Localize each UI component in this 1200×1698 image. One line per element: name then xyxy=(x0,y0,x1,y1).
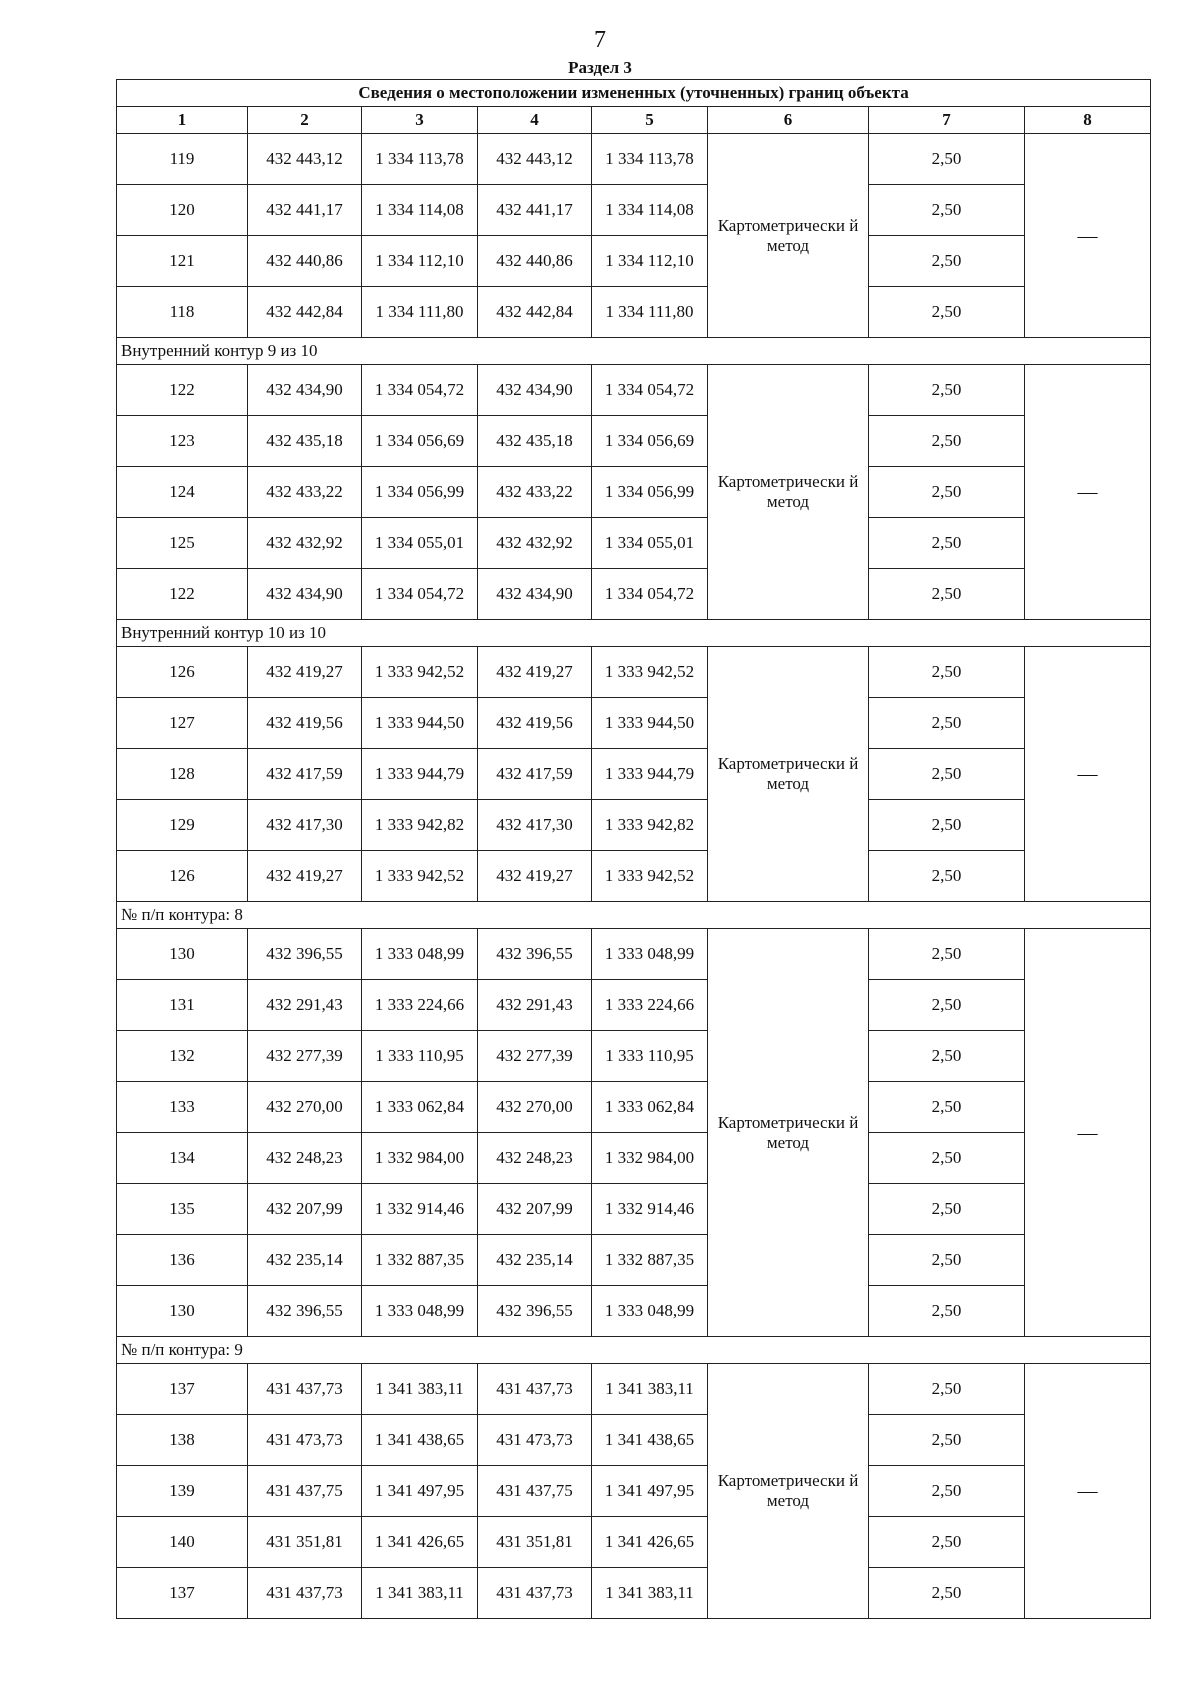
accuracy-cell: 2,50 xyxy=(869,980,1025,1031)
y-existing-cell: 1 334 112,10 xyxy=(362,236,478,287)
y-refined-cell: 1 341 438,65 xyxy=(592,1415,708,1466)
accuracy-cell: 2,50 xyxy=(869,1082,1025,1133)
x-existing-cell: 432 442,84 xyxy=(248,287,362,338)
table-row xyxy=(117,1031,1151,1082)
y-existing-cell: 1 333 110,95 xyxy=(362,1031,478,1082)
x-existing-cell: 431 437,75 xyxy=(248,1466,362,1517)
table-row xyxy=(117,287,1151,338)
y-existing-cell: 1 334 056,69 xyxy=(362,416,478,467)
contour-group-header xyxy=(117,1337,1151,1364)
y-refined-cell: 1 333 062,84 xyxy=(592,1082,708,1133)
y-refined-cell: 1 341 383,11 xyxy=(592,1568,708,1619)
column-8-cell: — xyxy=(1025,365,1151,620)
x-existing-cell: 432 434,90 xyxy=(248,569,362,620)
method-cell: Картометрически й метод xyxy=(708,134,869,338)
accuracy-cell: 2,50 xyxy=(869,416,1025,467)
point-number-cell: 137 xyxy=(117,1568,248,1619)
x-refined-cell: 431 473,73 xyxy=(478,1415,592,1466)
point-number-cell: 127 xyxy=(117,698,248,749)
accuracy-cell: 2,50 xyxy=(869,749,1025,800)
y-existing-cell: 1 334 055,01 xyxy=(362,518,478,569)
y-existing-cell: 1 341 438,65 xyxy=(362,1415,478,1466)
x-existing-cell: 431 437,73 xyxy=(248,1364,362,1415)
x-refined-cell: 432 433,22 xyxy=(478,467,592,518)
table-row xyxy=(117,1415,1151,1466)
point-number-cell: 129 xyxy=(117,800,248,851)
column-number: 3 xyxy=(362,107,478,134)
table-row xyxy=(117,134,1151,185)
y-refined-cell: 1 334 056,99 xyxy=(592,467,708,518)
accuracy-cell: 2,50 xyxy=(869,365,1025,416)
y-existing-cell: 1 333 944,79 xyxy=(362,749,478,800)
accuracy-cell: 2,50 xyxy=(869,467,1025,518)
table-row xyxy=(117,416,1151,467)
y-refined-cell: 1 334 113,78 xyxy=(592,134,708,185)
accuracy-cell: 2,50 xyxy=(869,236,1025,287)
x-existing-cell: 432 235,14 xyxy=(248,1235,362,1286)
x-existing-cell: 432 443,12 xyxy=(248,134,362,185)
table-row xyxy=(117,800,1151,851)
column-8-cell: — xyxy=(1025,1364,1151,1619)
table-row xyxy=(117,1466,1151,1517)
y-existing-cell: 1 334 054,72 xyxy=(362,569,478,620)
y-refined-cell: 1 333 048,99 xyxy=(592,929,708,980)
x-existing-cell: 432 417,30 xyxy=(248,800,362,851)
table-row xyxy=(117,518,1151,569)
y-existing-cell: 1 332 914,46 xyxy=(362,1184,478,1235)
x-refined-cell: 432 235,14 xyxy=(478,1235,592,1286)
y-existing-cell: 1 333 942,52 xyxy=(362,647,478,698)
y-existing-cell: 1 333 048,99 xyxy=(362,929,478,980)
point-number-cell: 139 xyxy=(117,1466,248,1517)
x-refined-cell: 432 417,59 xyxy=(478,749,592,800)
x-existing-cell: 431 437,73 xyxy=(248,1568,362,1619)
y-existing-cell: 1 333 224,66 xyxy=(362,980,478,1031)
column-number: 4 xyxy=(478,107,592,134)
accuracy-cell: 2,50 xyxy=(869,1235,1025,1286)
accuracy-cell: 2,50 xyxy=(869,1031,1025,1082)
y-refined-cell: 1 341 426,65 xyxy=(592,1517,708,1568)
y-existing-cell: 1 334 056,99 xyxy=(362,467,478,518)
table-row xyxy=(117,749,1151,800)
x-existing-cell: 432 419,27 xyxy=(248,851,362,902)
contour-group-header xyxy=(117,902,1151,929)
x-existing-cell: 432 440,86 xyxy=(248,236,362,287)
table-row xyxy=(117,185,1151,236)
x-refined-cell: 431 437,73 xyxy=(478,1568,592,1619)
y-refined-cell: 1 333 110,95 xyxy=(592,1031,708,1082)
point-number-cell: 122 xyxy=(117,365,248,416)
method-cell: Картометрически й метод xyxy=(708,1364,869,1619)
y-existing-cell: 1 332 887,35 xyxy=(362,1235,478,1286)
y-refined-cell: 1 333 942,52 xyxy=(592,851,708,902)
table-row xyxy=(117,1133,1151,1184)
point-number-cell: 125 xyxy=(117,518,248,569)
table-row xyxy=(117,929,1151,980)
y-refined-cell: 1 333 048,99 xyxy=(592,1286,708,1337)
accuracy-cell: 2,50 xyxy=(869,1364,1025,1415)
accuracy-cell: 2,50 xyxy=(869,185,1025,236)
accuracy-cell: 2,50 xyxy=(869,569,1025,620)
table-row xyxy=(117,1235,1151,1286)
y-existing-cell: 1 333 942,82 xyxy=(362,800,478,851)
column-number: 7 xyxy=(869,107,1025,134)
x-existing-cell: 432 417,59 xyxy=(248,749,362,800)
accuracy-cell: 2,50 xyxy=(869,518,1025,569)
method-cell: Картометрически й метод xyxy=(708,365,869,620)
point-number-cell: 134 xyxy=(117,1133,248,1184)
accuracy-cell: 2,50 xyxy=(869,647,1025,698)
contour-label: Внутренний контур 9 из 10 xyxy=(117,338,1151,365)
y-refined-cell: 1 334 055,01 xyxy=(592,518,708,569)
x-refined-cell: 432 270,00 xyxy=(478,1082,592,1133)
x-refined-cell: 432 442,84 xyxy=(478,287,592,338)
x-refined-cell: 432 440,86 xyxy=(478,236,592,287)
method-cell: Картометрически й метод xyxy=(708,647,869,902)
contour-label: Внутренний контур 10 из 10 xyxy=(117,620,1151,647)
x-refined-cell: 431 351,81 xyxy=(478,1517,592,1568)
table-row xyxy=(117,698,1151,749)
contour-group-header xyxy=(117,338,1151,365)
y-existing-cell: 1 333 944,50 xyxy=(362,698,478,749)
y-existing-cell: 1 334 114,08 xyxy=(362,185,478,236)
point-number-cell: 122 xyxy=(117,569,248,620)
x-refined-cell: 432 419,27 xyxy=(478,851,592,902)
x-refined-cell: 432 277,39 xyxy=(478,1031,592,1082)
point-number-cell: 120 xyxy=(117,185,248,236)
x-existing-cell: 432 434,90 xyxy=(248,365,362,416)
point-number-cell: 136 xyxy=(117,1235,248,1286)
x-existing-cell: 432 432,92 xyxy=(248,518,362,569)
column-number: 2 xyxy=(248,107,362,134)
column-8-cell: — xyxy=(1025,134,1151,338)
y-refined-cell: 1 334 056,69 xyxy=(592,416,708,467)
y-refined-cell: 1 333 942,82 xyxy=(592,800,708,851)
table-caption: Сведения о местоположении измененных (уточненных) границ объекта xyxy=(117,80,1151,107)
accuracy-cell: 2,50 xyxy=(869,1286,1025,1337)
table-row xyxy=(117,1517,1151,1568)
x-existing-cell: 432 248,23 xyxy=(248,1133,362,1184)
x-existing-cell: 431 473,73 xyxy=(248,1415,362,1466)
y-existing-cell: 1 341 426,65 xyxy=(362,1517,478,1568)
x-existing-cell: 432 291,43 xyxy=(248,980,362,1031)
y-refined-cell: 1 341 497,95 xyxy=(592,1466,708,1517)
point-number-cell: 128 xyxy=(117,749,248,800)
point-number-cell: 118 xyxy=(117,287,248,338)
x-existing-cell: 432 433,22 xyxy=(248,467,362,518)
column-number: 1 xyxy=(117,107,248,134)
y-existing-cell: 1 341 497,95 xyxy=(362,1466,478,1517)
accuracy-cell: 2,50 xyxy=(869,800,1025,851)
x-refined-cell: 431 437,73 xyxy=(478,1364,592,1415)
point-number-cell: 130 xyxy=(117,929,248,980)
x-existing-cell: 432 419,27 xyxy=(248,647,362,698)
x-refined-cell: 432 291,43 xyxy=(478,980,592,1031)
y-refined-cell: 1 333 942,52 xyxy=(592,647,708,698)
x-existing-cell: 432 419,56 xyxy=(248,698,362,749)
table-row xyxy=(117,365,1151,416)
point-number-cell: 133 xyxy=(117,1082,248,1133)
table-row xyxy=(117,980,1151,1031)
point-number-cell: 126 xyxy=(117,851,248,902)
x-refined-cell: 432 419,27 xyxy=(478,647,592,698)
y-refined-cell: 1 332 887,35 xyxy=(592,1235,708,1286)
contour-group-header xyxy=(117,620,1151,647)
x-refined-cell: 432 434,90 xyxy=(478,569,592,620)
table-row xyxy=(117,1184,1151,1235)
accuracy-cell: 2,50 xyxy=(869,1517,1025,1568)
page-number: 7 xyxy=(594,27,606,53)
contour-label: № п/п контура: 9 xyxy=(117,1337,1151,1364)
table-row xyxy=(117,1364,1151,1415)
column-number: 5 xyxy=(592,107,708,134)
y-existing-cell: 1 341 383,11 xyxy=(362,1364,478,1415)
y-existing-cell: 1 334 054,72 xyxy=(362,365,478,416)
y-refined-cell: 1 334 054,72 xyxy=(592,569,708,620)
x-refined-cell: 432 248,23 xyxy=(478,1133,592,1184)
y-existing-cell: 1 333 942,52 xyxy=(362,851,478,902)
x-existing-cell: 432 435,18 xyxy=(248,416,362,467)
x-existing-cell: 432 207,99 xyxy=(248,1184,362,1235)
table-row xyxy=(117,236,1151,287)
y-existing-cell: 1 333 062,84 xyxy=(362,1082,478,1133)
y-refined-cell: 1 333 224,66 xyxy=(592,980,708,1031)
y-refined-cell: 1 334 112,10 xyxy=(592,236,708,287)
table-row xyxy=(117,1082,1151,1133)
accuracy-cell: 2,50 xyxy=(869,1466,1025,1517)
table-row xyxy=(117,1568,1151,1619)
x-refined-cell: 432 419,56 xyxy=(478,698,592,749)
x-refined-cell: 432 417,30 xyxy=(478,800,592,851)
x-refined-cell: 432 396,55 xyxy=(478,929,592,980)
y-refined-cell: 1 334 111,80 xyxy=(592,287,708,338)
x-refined-cell: 432 441,17 xyxy=(478,185,592,236)
x-refined-cell: 432 435,18 xyxy=(478,416,592,467)
x-refined-cell: 432 434,90 xyxy=(478,365,592,416)
section-title: Раздел 3 xyxy=(568,58,632,77)
point-number-cell: 131 xyxy=(117,980,248,1031)
x-existing-cell: 432 270,00 xyxy=(248,1082,362,1133)
method-cell: Картометрически й метод xyxy=(708,929,869,1337)
table-row xyxy=(117,569,1151,620)
accuracy-cell: 2,50 xyxy=(869,851,1025,902)
x-existing-cell: 432 396,55 xyxy=(248,1286,362,1337)
x-existing-cell: 431 351,81 xyxy=(248,1517,362,1568)
y-refined-cell: 1 333 944,50 xyxy=(592,698,708,749)
y-refined-cell: 1 332 984,00 xyxy=(592,1133,708,1184)
column-number: 6 xyxy=(708,107,869,134)
point-number-cell: 126 xyxy=(117,647,248,698)
point-number-cell: 123 xyxy=(117,416,248,467)
y-existing-cell: 1 334 113,78 xyxy=(362,134,478,185)
y-refined-cell: 1 334 114,08 xyxy=(592,185,708,236)
x-existing-cell: 432 396,55 xyxy=(248,929,362,980)
y-existing-cell: 1 334 111,80 xyxy=(362,287,478,338)
point-number-cell: 140 xyxy=(117,1517,248,1568)
point-number-cell: 121 xyxy=(117,236,248,287)
y-existing-cell: 1 341 383,11 xyxy=(362,1568,478,1619)
y-refined-cell: 1 332 914,46 xyxy=(592,1184,708,1235)
y-refined-cell: 1 334 054,72 xyxy=(592,365,708,416)
x-refined-cell: 431 437,75 xyxy=(478,1466,592,1517)
y-refined-cell: 1 333 944,79 xyxy=(592,749,708,800)
accuracy-cell: 2,50 xyxy=(869,1184,1025,1235)
point-number-cell: 137 xyxy=(117,1364,248,1415)
y-refined-cell: 1 341 383,11 xyxy=(592,1364,708,1415)
accuracy-cell: 2,50 xyxy=(869,287,1025,338)
accuracy-cell: 2,50 xyxy=(869,1568,1025,1619)
point-number-cell: 138 xyxy=(117,1415,248,1466)
contour-label: № п/п контура: 8 xyxy=(117,902,1151,929)
point-number-cell: 135 xyxy=(117,1184,248,1235)
y-existing-cell: 1 332 984,00 xyxy=(362,1133,478,1184)
table-row xyxy=(117,467,1151,518)
point-number-cell: 130 xyxy=(117,1286,248,1337)
x-refined-cell: 432 396,55 xyxy=(478,1286,592,1337)
accuracy-cell: 2,50 xyxy=(869,929,1025,980)
column-number: 8 xyxy=(1025,107,1151,134)
x-existing-cell: 432 277,39 xyxy=(248,1031,362,1082)
point-number-cell: 132 xyxy=(117,1031,248,1082)
accuracy-cell: 2,50 xyxy=(869,1415,1025,1466)
accuracy-cell: 2,50 xyxy=(869,1133,1025,1184)
coordinates-table xyxy=(116,79,1151,1619)
table-row xyxy=(117,851,1151,902)
x-refined-cell: 432 443,12 xyxy=(478,134,592,185)
table-row xyxy=(117,647,1151,698)
accuracy-cell: 2,50 xyxy=(869,698,1025,749)
table-row xyxy=(117,1286,1151,1337)
y-existing-cell: 1 333 048,99 xyxy=(362,1286,478,1337)
x-refined-cell: 432 432,92 xyxy=(478,518,592,569)
x-existing-cell: 432 441,17 xyxy=(248,185,362,236)
column-8-cell: — xyxy=(1025,929,1151,1337)
point-number-cell: 119 xyxy=(117,134,248,185)
x-refined-cell: 432 207,99 xyxy=(478,1184,592,1235)
accuracy-cell: 2,50 xyxy=(869,134,1025,185)
point-number-cell: 124 xyxy=(117,467,248,518)
column-8-cell: — xyxy=(1025,647,1151,902)
